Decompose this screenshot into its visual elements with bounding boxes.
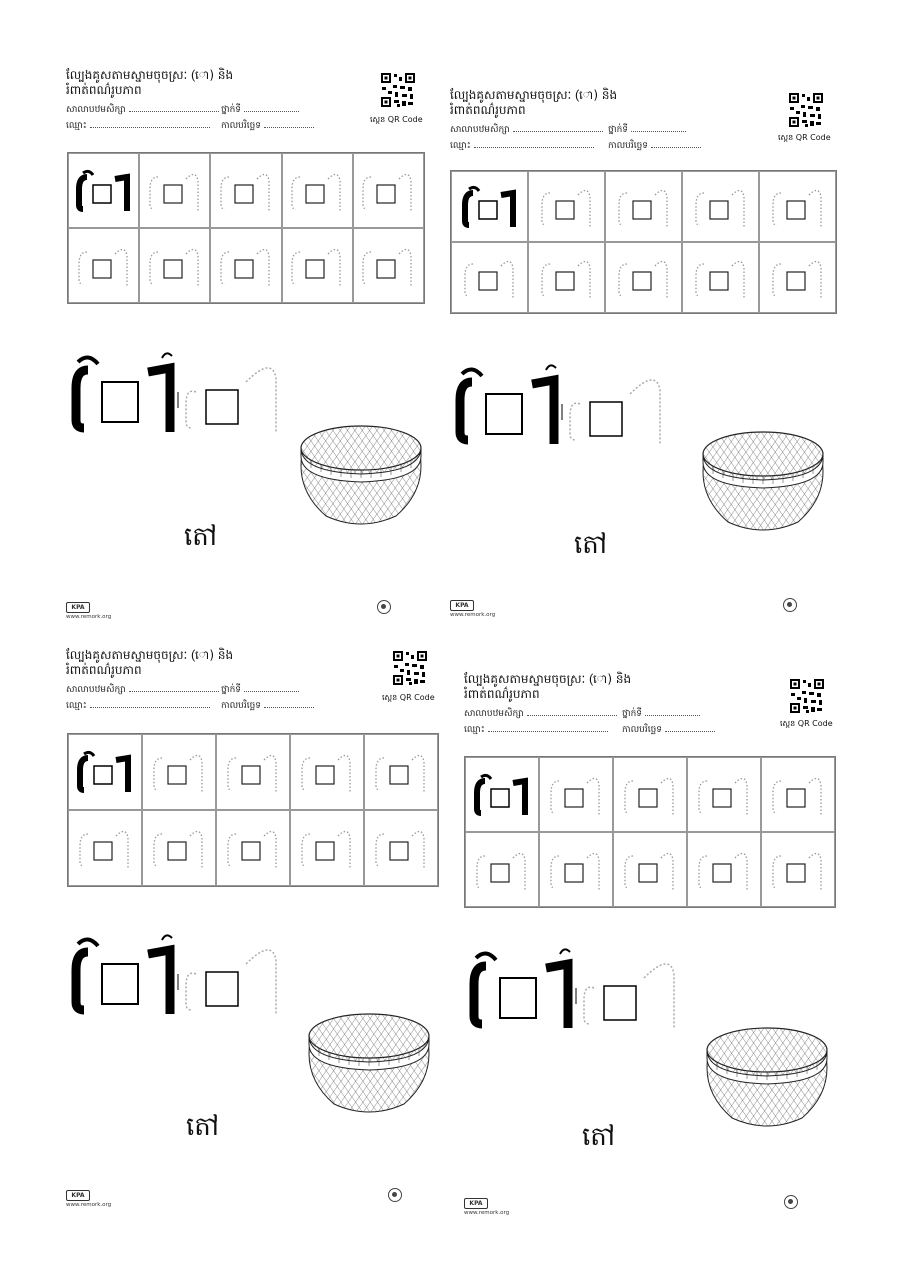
tracing-cell[interactable] (759, 171, 836, 242)
word-label: តៅ (186, 1112, 220, 1142)
tracing-cell[interactable] (282, 153, 353, 228)
name-field[interactable]: ឈ្មោះ (66, 699, 210, 713)
basket-illustration[interactable] (304, 1008, 434, 1118)
tracing-grid (464, 756, 836, 908)
tracing-cell[interactable] (210, 228, 281, 303)
badge-icon (377, 600, 391, 614)
tracing-cell[interactable] (290, 734, 364, 810)
tracing-cell[interactable] (687, 832, 761, 907)
school-field[interactable]: សាលាបឋមសិក្សា (464, 707, 617, 721)
tracing-cell[interactable] (139, 228, 210, 303)
tracing-cell[interactable] (139, 153, 210, 228)
badge-icon (783, 598, 797, 612)
stroke-order-letter (464, 944, 724, 1034)
worksheet-title: ល្បែងគូសតាមស្នាមចុចស្រៈ (ោ) និង រំពាត់ពណ៌រូបភាព (66, 648, 234, 677)
tracing-cell[interactable] (353, 228, 424, 303)
tracing-cell[interactable] (528, 242, 605, 313)
school-field[interactable]: សាលាបឋមសិក្សា (66, 683, 219, 697)
name-field[interactable]: ឈ្មោះ (464, 723, 608, 737)
tracing-cell[interactable] (451, 242, 528, 313)
tracing-cell-example (451, 171, 528, 242)
badge-icon (388, 1188, 402, 1202)
tracing-cell[interactable] (68, 228, 139, 303)
tracing-cell[interactable] (282, 228, 353, 303)
qr-label: ស្កេន QR Code (780, 719, 833, 728)
tracing-cell[interactable] (68, 810, 142, 886)
tracing-grid (67, 733, 439, 887)
tracing-cell[interactable] (687, 757, 761, 832)
qr-label: ស្កេន QR Code (778, 133, 831, 142)
badge-icon (784, 1195, 798, 1209)
footer-logo: KPA www.remork.org (450, 602, 496, 618)
word-label: តៅ (574, 530, 608, 560)
tracing-cell[interactable] (682, 242, 759, 313)
grade-field[interactable]: ថ្នាក់ទី (608, 123, 686, 137)
footer-logo: KPA www.remork.org (66, 1192, 112, 1208)
worksheet-bottom-right (464, 672, 839, 1242)
tracing-cell[interactable] (539, 832, 613, 907)
tracing-cell[interactable] (216, 734, 290, 810)
tracing-cell[interactable] (759, 242, 836, 313)
name-field[interactable]: ឈ្មោះ (450, 139, 594, 153)
basket-illustration[interactable] (698, 426, 828, 536)
tracing-grid (67, 152, 425, 304)
tracing-cell[interactable] (353, 153, 424, 228)
tracing-cell[interactable] (142, 810, 216, 886)
tracing-cell[interactable] (364, 734, 438, 810)
tracing-cell-example (68, 153, 139, 228)
tracing-cell[interactable] (761, 757, 835, 832)
worksheet-top-left (66, 68, 441, 638)
basket-illustration[interactable] (296, 420, 426, 530)
tracing-cell[interactable] (142, 734, 216, 810)
tracing-cell[interactable] (539, 757, 613, 832)
qr-label: ស្កេន QR Code (382, 693, 435, 702)
tracing-cell[interactable] (528, 171, 605, 242)
grade-field[interactable]: ថ្នាក់ទី (622, 707, 700, 721)
stroke-order-letter (450, 360, 710, 450)
qr-code-icon (380, 72, 416, 108)
qr-code-icon (788, 92, 824, 128)
word-label: តៅ (184, 522, 218, 552)
qr-code-icon (789, 678, 825, 714)
school-field[interactable]: សាលាបឋមសិក្សា (66, 103, 219, 117)
word-label: តៅ (582, 1122, 616, 1152)
tracing-cell-example (68, 734, 142, 810)
date-field[interactable]: កាលបរិច្ឆេទ (221, 119, 314, 133)
worksheet-top-right (450, 88, 831, 658)
tracing-grid (450, 170, 837, 314)
tracing-cell[interactable] (613, 757, 687, 832)
qr-label: ស្កេន QR Code (370, 115, 423, 124)
tracing-cell[interactable] (210, 153, 281, 228)
worksheet-title: ល្បែងគូសតាមស្នាមចុចស្រៈ (ោ) និង រំពាត់ពណ៌រូបភាព (66, 68, 234, 97)
stroke-order-letter (66, 348, 326, 438)
tracing-cell[interactable] (761, 832, 835, 907)
date-field[interactable]: កាលបរិច្ឆេទ (221, 699, 314, 713)
name-field[interactable]: ឈ្មោះ (66, 119, 210, 133)
tracing-cell[interactable] (613, 832, 687, 907)
stroke-order-letter (66, 930, 326, 1020)
qr-code-icon (392, 650, 428, 686)
tracing-cell-example (465, 757, 539, 832)
worksheet-bottom-left (66, 648, 441, 1218)
date-field[interactable]: កាលបរិច្ឆេទ (608, 139, 701, 153)
tracing-cell[interactable] (682, 171, 759, 242)
school-field[interactable]: សាលាបឋមសិក្សា (450, 123, 603, 137)
grade-field[interactable]: ថ្នាក់ទី (221, 683, 299, 697)
worksheet-title: ល្បែងគូសតាមស្នាមចុចស្រៈ (ោ) និង រំពាត់ពណ៌រូបភាព (450, 88, 618, 117)
tracing-cell[interactable] (465, 832, 539, 907)
footer-logo: KPA www.remork.org (464, 1200, 510, 1216)
tracing-cell[interactable] (290, 810, 364, 886)
tracing-cell[interactable] (605, 171, 682, 242)
tracing-cell[interactable] (216, 810, 290, 886)
grade-field[interactable]: ថ្នាក់ទី (221, 103, 299, 117)
basket-illustration[interactable] (702, 1022, 832, 1132)
tracing-cell[interactable] (605, 242, 682, 313)
worksheet-title: ល្បែងគូសតាមស្នាមចុចស្រៈ (ោ) និង រំពាត់ពណ៌រូបភាព (464, 672, 632, 701)
date-field[interactable]: កាលបរិច្ឆេទ (622, 723, 715, 737)
tracing-cell[interactable] (364, 810, 438, 886)
footer-logo: KPA www.remork.org (66, 604, 112, 620)
